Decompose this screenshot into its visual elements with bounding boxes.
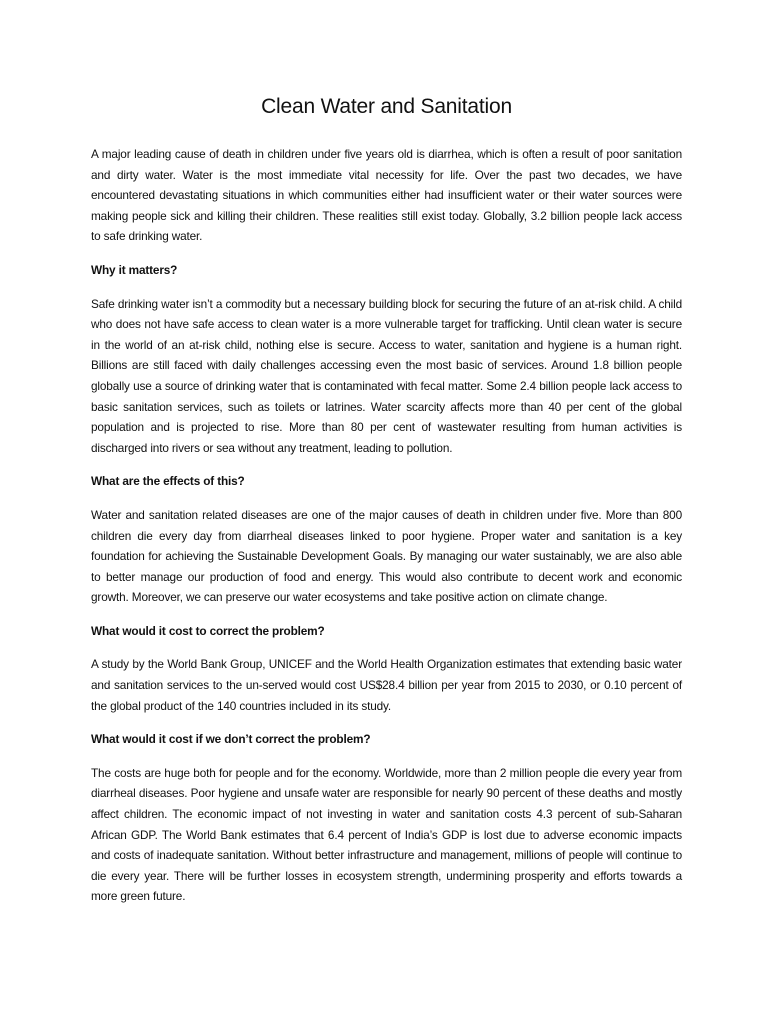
- section-heading-why-it-matters: Why it matters?: [91, 262, 178, 277]
- section-heading-effects: What are the effects of this?: [91, 474, 245, 489]
- section-heading-cost-to-correct: What would it cost to correct the problem?: [91, 623, 325, 638]
- section-body-effects: Water and sanitation related diseases are one of the major causes of death in children under five. More than 800 children die every day from diarrheal diseases linked to poor hygiene. Proper water and sanitation is a key foundation for achieving the Sustainable Development Goals. By managing our water sustainably, we are also able to better manage our production of food and energy. This would also contribute to decent work and economic growth. Moreover, we can preserve our water ecosystems and take positive action on climate change.: [91, 507, 682, 605]
- section-body-why-it-matters: Safe drinking water isn’t a commodity but a necessary building block for securing the future of an at-risk child. A child who does not have safe access to clean water is a more vulnerable target for trafficking. Until clean water is secure in the world of an at-risk child, nothing else is secure. Access to water, sanitation and hygiene is a human right. Billions are still faced with daily challenges accessing even the most basic of services. Around 1.8 billion people globally use a source of drinking water that is contaminated with fecal matter. Some 2.4 billion people lack access to basic sanitation services, such as toilets or latrines. Water scarcity affects more than 40 per cent of the global population and is projected to rise. More than 80 per cent of wastewater resulting from human activities is discharged into rivers or sea without any treatment, leading to pollution.: [91, 296, 682, 455]
- section-body-cost-if-not-corrected: The costs are huge both for people and for the economy. Worldwide, more than 2 million people die every year from diarrheal diseases. Poor hygiene and unsafe water are responsible for nearly 90 percent of these deaths and mostly affect children. The economic impact of not investing in water and sanitation costs 4.3 percent of sub-Saharan African GDP. The World Bank estimates that 6.4 percent of India’s GDP is lost due to adverse economic impacts and costs of inadequate sanitation. Without better infrastructure and management, millions of people will continue to die every year. There will be further losses in ecosystem strength, undermining prosperity and efforts towards a more green future.: [91, 765, 682, 904]
- intro-paragraph: A major leading cause of death in children under five years old is diarrhea, which is often a result of poor sanitation and dirty water. Water is the most immediate vital necessity for life. Over the past two decades, we have encountered devastating situations in which communities either had insufficient water or their water sources were making people sick and killing their children. These realities still exist today. Globally, 3.2 billion people lack access to safe drinking water.: [91, 147, 682, 244]
- section-heading-cost-if-not-corrected: What would it cost if we don’t correct the problem?: [91, 732, 371, 747]
- document-title: Clean Water and Sanitation: [261, 95, 512, 118]
- section-body-cost-to-correct: A study by the World Bank Group, UNICEF and the World Health Organization estimates that extending basic water and sanitation services to the un-served would cost US$28.4 billion per year from 2015 to 2030, or 0.10 percent of the global product of the 140 countries included in its study.: [91, 657, 682, 713]
